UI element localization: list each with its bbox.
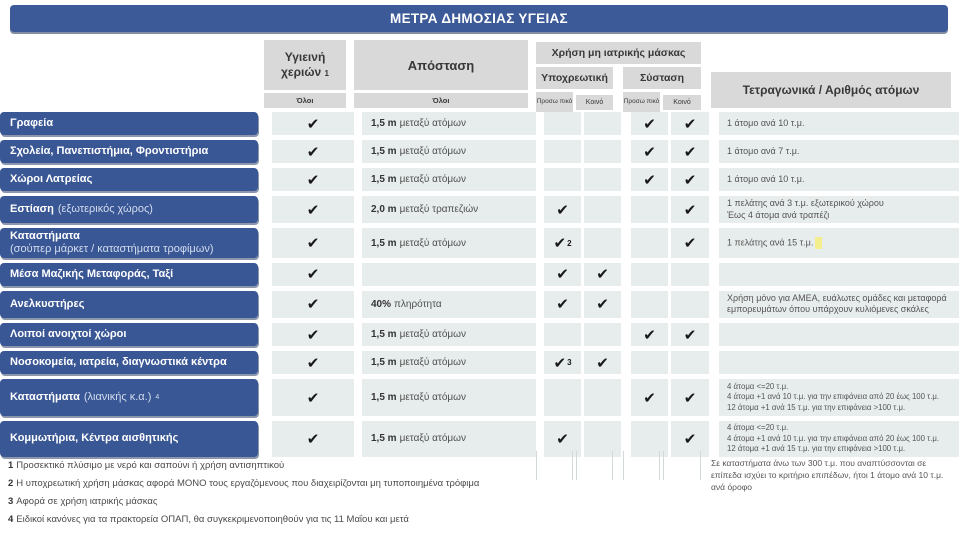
sqm-cell bbox=[719, 351, 959, 374]
column-header-mask-group: Χρήση μη ιατρικής μάσκας bbox=[536, 42, 701, 64]
row-label: Λοιποί ανοιχτοί χώροι bbox=[0, 323, 258, 346]
mask-mandatory-staff-cell bbox=[544, 263, 581, 286]
mask-recommended-public-cell bbox=[671, 263, 709, 286]
mask-mandatory-public-cell bbox=[584, 379, 621, 416]
mask-recommended-public-cell bbox=[671, 351, 709, 374]
column-header-sqm: Τετραγωνικά / Αριθμός ατόμων bbox=[711, 72, 951, 108]
mask-recommended-staff-cell bbox=[631, 263, 668, 286]
mask-mandatory-staff-cell bbox=[544, 323, 581, 346]
check-icon: ✔ bbox=[306, 235, 320, 253]
hygiene-cell bbox=[272, 196, 354, 223]
check-icon: ✔ bbox=[643, 171, 656, 189]
table-row-offices bbox=[0, 112, 960, 135]
mask-mandatory-staff-cell bbox=[544, 168, 581, 191]
hygiene-cell bbox=[272, 379, 354, 416]
check-icon: ✔ bbox=[306, 326, 320, 344]
distance-cell: 1,5 m μεταξύ ατόμων bbox=[362, 228, 536, 257]
check-icon: ✔ bbox=[643, 143, 656, 161]
sqm-cell: 1 άτομο ανά 10 τ.μ. bbox=[719, 168, 959, 191]
row-label: Χώροι Λατρείας bbox=[0, 168, 258, 191]
check-icon: ✔ bbox=[553, 235, 567, 253]
mask-recommended-staff-cell bbox=[631, 140, 668, 163]
hand-hygiene-footnote-ref: 1 bbox=[324, 69, 329, 78]
sqm-cell: 1 άτομο ανά 10 τ.μ. bbox=[719, 112, 959, 135]
check-icon: ✔ bbox=[596, 296, 609, 314]
check-icon: ✔ bbox=[556, 296, 569, 314]
table-body bbox=[0, 112, 960, 462]
mask-recommended-public-cell bbox=[671, 379, 709, 416]
mask-recommended-public-cell bbox=[671, 196, 709, 223]
mask-mandatory-public-cell bbox=[584, 196, 621, 223]
check-icon: ✔ bbox=[556, 266, 569, 284]
hygiene-cell bbox=[272, 351, 354, 374]
mask-mandatory-staff-cell bbox=[544, 291, 581, 318]
table-row-public-transport bbox=[0, 263, 960, 286]
side-note: Σε καταστήματα άνω των 300 τ.μ. που αναπτύσσονται σε επίπεδα ισχύει το κριτήριο επιπέδων, ήτοι 1 άτομο ανά 10 τ.μ. ανά όροφο bbox=[711, 458, 944, 492]
check-icon: ✔ bbox=[683, 201, 697, 219]
mask-mandatory-staff-cell bbox=[544, 351, 581, 374]
check-icon: ✔ bbox=[683, 143, 697, 161]
distance-cell: 1,5 m μεταξύ ατόμων bbox=[362, 379, 536, 416]
check-icon: ✔ bbox=[306, 430, 320, 448]
row-label: Μέσα Μαζικής Μεταφοράς, Ταξί bbox=[0, 263, 258, 286]
row-label: Εστίαση (εξωτερικός χώρος) bbox=[0, 196, 258, 223]
table-row-hairdressers bbox=[0, 421, 960, 457]
check-icon: ✔ bbox=[306, 296, 320, 314]
row-label: Σχολεία, Πανεπιστήμια, Φροντιστήρια bbox=[0, 140, 258, 163]
mask-recommended-staff-cell bbox=[631, 291, 668, 318]
check-icon: ✔ bbox=[306, 266, 320, 284]
subheader-mandatory-public: Κοινό bbox=[576, 95, 613, 110]
mask-mandatory-public-cell bbox=[584, 228, 621, 257]
row-label: Νοσοκομεία, ιατρεία, διαγνωστικά κέντρα bbox=[0, 351, 258, 374]
sqm-cell bbox=[719, 323, 959, 346]
check-icon: ✔ bbox=[556, 201, 569, 219]
highlight-mark bbox=[815, 237, 822, 249]
table-row-retail-stores bbox=[0, 379, 960, 416]
mask-mandatory-public-cell bbox=[584, 263, 621, 286]
row-label: Κομμωτήρια, Κέντρα αισθητικής bbox=[0, 421, 258, 457]
hand-hygiene-label: Υγιεινή χεριών bbox=[281, 50, 326, 79]
check-icon: ✔ bbox=[306, 143, 320, 161]
mask-mandatory-staff-cell bbox=[544, 228, 581, 257]
mask-mandatory-public-cell bbox=[584, 291, 621, 318]
mask-recommended-public-cell bbox=[671, 323, 709, 346]
check-icon: ✔ bbox=[553, 354, 567, 372]
mask-mandatory-staff-cell bbox=[544, 196, 581, 223]
hygiene-cell bbox=[272, 263, 354, 286]
distance-cell: 1,5 m μεταξύ ατόμων bbox=[362, 140, 536, 163]
mask-mandatory-public-cell bbox=[584, 168, 621, 191]
mask-mandatory-public-cell bbox=[584, 140, 621, 163]
column-header-hand-hygiene bbox=[264, 40, 346, 90]
hygiene-cell bbox=[272, 421, 354, 457]
check-icon: ✔ bbox=[306, 115, 320, 133]
footnote-ref: 2 bbox=[567, 238, 572, 248]
distance-cell: 40% πληρότητα bbox=[362, 291, 536, 318]
column-header-mandatory: Υποχρεωτική bbox=[536, 67, 613, 89]
footnote-ref: 4 bbox=[155, 393, 160, 401]
mask-recommended-public-cell bbox=[671, 228, 709, 257]
hygiene-cell bbox=[272, 228, 354, 257]
distance-cell: 1,5 m μεταξύ ατόμων bbox=[362, 351, 536, 374]
row-label: Ανελκυστήρες bbox=[0, 291, 258, 318]
mask-mandatory-public-cell bbox=[584, 351, 621, 374]
check-icon: ✔ bbox=[596, 354, 609, 372]
check-icon: ✔ bbox=[683, 171, 697, 189]
distance-cell: 1,5 m μεταξύ ατόμων bbox=[362, 112, 536, 135]
row-label bbox=[0, 112, 258, 135]
table-row-elevators bbox=[0, 291, 960, 318]
footnote: 1 Προσεκτικό πλύσιμο με νερό και σαπούνι ή χρήση αντισηπτικού bbox=[8, 460, 285, 471]
check-icon: ✔ bbox=[683, 115, 697, 133]
subheader-mandatory-staff: Προσω πικό bbox=[536, 92, 573, 112]
table-row-hospitals bbox=[0, 351, 960, 374]
mask-recommended-staff-cell bbox=[631, 323, 668, 346]
subheader-recommended-staff: Προσω πικό bbox=[623, 92, 660, 112]
hygiene-cell bbox=[272, 112, 354, 135]
check-icon: ✔ bbox=[683, 235, 697, 253]
distance-cell: 1,5 m μεταξύ ατόμων bbox=[362, 421, 536, 457]
mask-recommended-public-cell bbox=[671, 140, 709, 163]
page-title: ΜΕΤΡΑ ΔΗΜΟΣΙΑΣ ΥΓΕΙΑΣ bbox=[10, 5, 948, 32]
row-label: Καταστήματα (λιανικής κ.α.) 4 bbox=[0, 379, 258, 416]
sqm-cell: 1 άτομο ανά 7 τ.μ. bbox=[719, 140, 959, 163]
hygiene-cell bbox=[272, 323, 354, 346]
distance-cell: 1,5 m μεταξύ ατόμων bbox=[362, 168, 536, 191]
table-row-other-open-spaces bbox=[0, 323, 960, 346]
mask-mandatory-staff-cell bbox=[544, 140, 581, 163]
check-icon: ✔ bbox=[643, 326, 656, 344]
column-continuation-line bbox=[623, 451, 660, 480]
column-header-recommended: Σύσταση bbox=[623, 67, 701, 89]
table-row-dining-outdoor bbox=[0, 196, 960, 223]
mask-recommended-public-cell bbox=[671, 168, 709, 191]
check-icon: ✔ bbox=[306, 354, 320, 372]
footnote: 4 Ειδικοί κανόνες για τα πρακτορεία ΟΠΑΠ, θα συγκεκριμενοποιηθούν για τις 11 Μαΐου και μετά bbox=[8, 514, 409, 525]
check-icon: ✔ bbox=[596, 266, 609, 284]
distance-cell: 2,0 m μεταξύ τραπεζιών bbox=[362, 196, 536, 223]
footnote: 3 Αφορά σε χρήση ιατρικής μάσκας bbox=[8, 496, 158, 507]
mask-mandatory-public-cell bbox=[584, 323, 621, 346]
mask-recommended-staff-cell bbox=[631, 228, 668, 257]
sqm-cell: 1 πελάτης ανά 3 τ.μ. εξωτερικού χώρου Έως 4 άτομα ανά τραπέζι bbox=[719, 196, 959, 223]
table-row-supermarkets bbox=[0, 228, 960, 257]
mask-recommended-public-cell bbox=[671, 291, 709, 318]
check-icon: ✔ bbox=[306, 389, 320, 407]
column-continuation-line bbox=[663, 451, 701, 480]
footnote: 2 Η υποχρεωτική χρήση μάσκας αφορά ΜΟΝΟ τους εργαζόμενους που διαχειρίζονται μη τυποποιημένα τρόφιμα bbox=[8, 478, 480, 489]
hygiene-cell bbox=[272, 291, 354, 318]
mask-recommended-staff-cell bbox=[631, 351, 668, 374]
mask-mandatory-public-cell bbox=[584, 112, 621, 135]
check-icon: ✔ bbox=[683, 430, 697, 448]
check-icon: ✔ bbox=[643, 115, 656, 133]
table-row-worship bbox=[0, 168, 960, 191]
subheader-recommended-public: Κοινό bbox=[663, 95, 701, 110]
sqm-cell: 1 πελάτης ανά 15 τ.μ. bbox=[719, 228, 959, 257]
hygiene-cell bbox=[272, 168, 354, 191]
sqm-cell bbox=[719, 263, 959, 286]
check-icon: ✔ bbox=[683, 326, 697, 344]
column-header-distance: Απόσταση bbox=[354, 40, 528, 90]
table-row-schools bbox=[0, 140, 960, 163]
check-icon: ✔ bbox=[306, 201, 320, 219]
distance-cell: 1,5 m μεταξύ ατόμων bbox=[362, 323, 536, 346]
mask-mandatory-staff-cell bbox=[544, 112, 581, 135]
footnote-ref: 3 bbox=[567, 358, 572, 368]
row-label: Καταστήματα (σούπερ μάρκετ / καταστήματα τροφίμων) bbox=[0, 228, 258, 257]
subheader-distance-all: Όλοι bbox=[354, 93, 528, 108]
mask-mandatory-staff-cell bbox=[544, 379, 581, 416]
subheader-hygiene-all: Όλοι bbox=[264, 93, 346, 108]
distance-cell bbox=[362, 263, 536, 286]
check-icon: ✔ bbox=[556, 430, 569, 448]
sqm-cell: Χρήση μόνο για ΑΜΕΑ, ευάλωτες ομάδες και μεταφορά εμπορευμάτων όπου υπάρχουν κυλιόμενες σκάλες bbox=[719, 291, 959, 318]
mask-recommended-staff-cell bbox=[631, 112, 668, 135]
sqm-cell: 4 άτομα <=20 τ.μ. 4 άτομα +1 ανά 10 τ.μ. για την επιφάνεια από 20 έως 100 τ.μ. 12 άτομα +1 ανά 15 τ.μ. για την επιφάνεια >100 τ.μ. bbox=[719, 421, 959, 457]
mask-recommended-staff-cell bbox=[631, 379, 668, 416]
check-icon: ✔ bbox=[306, 171, 320, 189]
hygiene-cell bbox=[272, 140, 354, 163]
sqm-cell: 4 άτομα <=20 τ.μ. 4 άτομα +1 ανά 10 τ.μ. για την επιφάνεια από 20 έως 100 τ.μ. 12 άτομα +1 ανά 15 τ.μ. για την επιφάνεια >100 τ.μ. bbox=[719, 379, 959, 416]
check-icon: ✔ bbox=[683, 389, 697, 407]
row-label-text: Γραφεία bbox=[10, 117, 54, 130]
check-icon: ✔ bbox=[643, 389, 656, 407]
mask-recommended-public-cell bbox=[671, 112, 709, 135]
mask-recommended-staff-cell bbox=[631, 196, 668, 223]
footnotes bbox=[8, 460, 588, 532]
mask-recommended-staff-cell bbox=[631, 168, 668, 191]
